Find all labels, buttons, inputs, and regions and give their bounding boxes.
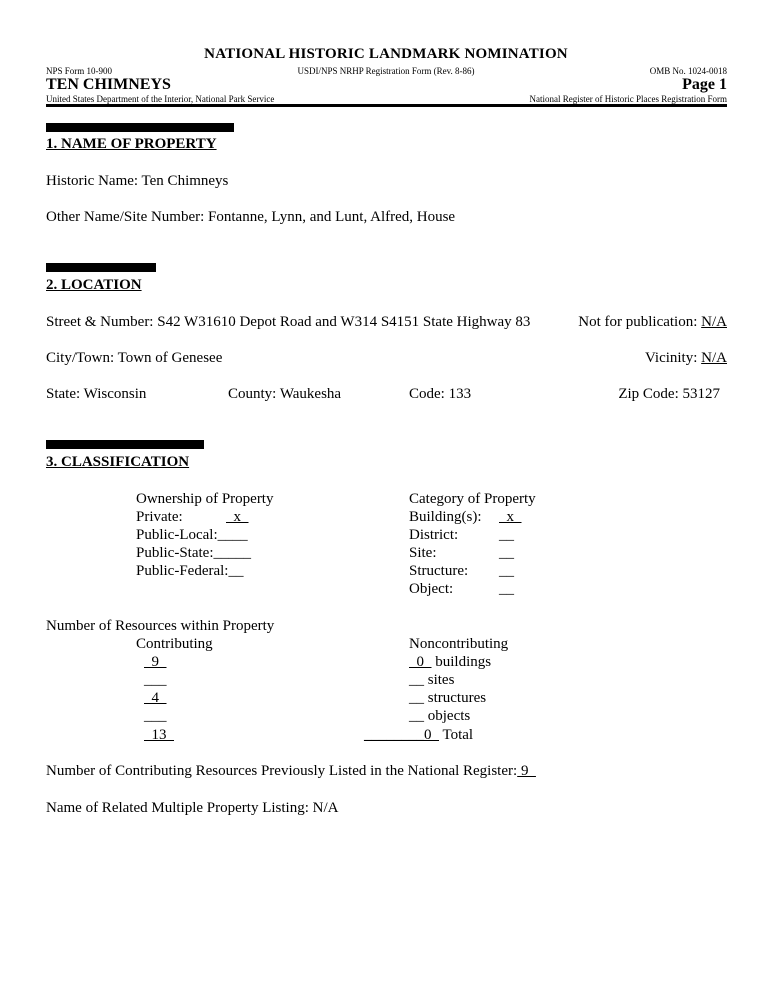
omb-number: OMB No. 1024-0018 xyxy=(649,66,727,76)
zip-code: Zip Code: 53127 xyxy=(618,386,720,402)
county: County: Waukesha xyxy=(228,386,342,402)
section2-bar xyxy=(46,263,156,272)
category-site-label: Site: xyxy=(409,545,437,561)
noncontributing-total-value: ________0 xyxy=(364,727,439,743)
section3-heading: 3. CLASSIFICATION xyxy=(46,454,190,470)
category-structure-value: __ xyxy=(499,563,514,579)
category-building-value: x xyxy=(499,509,522,525)
public-federal-label: Public-Federal: xyxy=(136,563,229,579)
vicinity-value: N/A xyxy=(701,350,727,366)
category-structure-label: Structure: xyxy=(409,563,469,579)
noncontributing-structures-label: structures xyxy=(427,690,487,706)
category-object-value: __ xyxy=(499,581,514,597)
noncontributing-title: Noncontributing xyxy=(409,636,509,652)
noncontributing-objects xyxy=(409,708,470,725)
vicinity-label: Vicinity: xyxy=(644,350,702,366)
contributing-sites: ___ xyxy=(144,672,167,688)
form-title: NATIONAL HISTORIC LANDMARK NOMINATION xyxy=(204,46,568,62)
category-district-value: __ xyxy=(499,527,514,543)
contributing-objects: ___ xyxy=(144,708,167,724)
property-name: TEN CHIMNEYS xyxy=(46,76,171,93)
category-title: Category of Property xyxy=(409,491,536,507)
form-number: NPS Form 10-900 xyxy=(46,66,113,76)
noncontributing-sites-label: sites xyxy=(427,672,455,688)
resources-title: Number of Resources within Property xyxy=(46,618,275,634)
department-label: United States Department of the Interior, National Park Service xyxy=(46,94,275,104)
section1-heading: 1. NAME OF PROPERTY xyxy=(46,136,217,152)
previously-listed-label: Number of Contributing Resources Previously Listed in the National Register: xyxy=(46,763,518,779)
registration-form-label: USDI/NPS NRHP Registration Form (Rev. 8-86) xyxy=(297,66,475,76)
public-federal-value: __ xyxy=(228,563,244,579)
public-local-value: ____ xyxy=(217,527,248,543)
code: Code: 133 xyxy=(409,386,472,402)
noncontributing-objects-label: objects xyxy=(427,708,471,724)
contributing-title: Contributing xyxy=(136,636,213,652)
contributing-structures: 4 xyxy=(144,690,167,706)
public-local-label: Public-Local: xyxy=(136,527,218,543)
street-number: Street & Number: S42 W31610 Depot Road and W314 S4151 State Highway 83 xyxy=(46,314,531,330)
other-name: Other Name/Site Number: Fontanne, Lynn, and Lunt, Alfred, House xyxy=(46,209,456,225)
contributing-buildings: 9 xyxy=(144,654,167,670)
noncontributing-buildings xyxy=(409,654,491,671)
not-for-publication-value: N/A xyxy=(701,314,727,330)
noncontributing-structures xyxy=(409,690,486,707)
public-state-label: Public-State: xyxy=(136,545,214,561)
header-rule xyxy=(46,104,727,107)
register-label: National Register of Historic Places Registration Form xyxy=(529,94,727,104)
noncontributing-buildings-label: buildings xyxy=(435,654,492,670)
section1-bar xyxy=(46,123,234,132)
ownership-public-local xyxy=(136,527,248,544)
category-district-label: District: xyxy=(409,527,459,543)
noncontributing-sites xyxy=(409,672,454,689)
ownership-public-federal xyxy=(136,563,243,580)
ownership-title: Ownership of Property xyxy=(136,491,274,507)
noncontributing-objects-value: __ xyxy=(409,708,424,724)
ownership-private-value: x xyxy=(226,509,249,525)
public-state-value: _____ xyxy=(213,545,251,561)
not-for-publication xyxy=(578,314,727,331)
category-site-value: __ xyxy=(499,545,514,561)
noncontributing-structures-value: __ xyxy=(409,690,424,706)
state: State: Wisconsin xyxy=(46,386,147,402)
historic-name: Historic Name: Ten Chimneys xyxy=(46,173,229,189)
page-number: Page 1 xyxy=(682,76,727,93)
vicinity xyxy=(645,350,727,367)
previously-listed-value: 9 xyxy=(517,763,536,779)
section2-heading: 2. LOCATION xyxy=(46,277,142,293)
noncontributing-total xyxy=(364,727,473,744)
category-object-label: Object: xyxy=(409,581,454,597)
not-for-publication-label: Not for publication: xyxy=(578,314,702,330)
city-town: City/Town: Town of Genesee xyxy=(46,350,223,366)
contributing-total: 13 xyxy=(144,727,174,743)
ownership-private-label: Private: xyxy=(136,509,183,525)
multiple-property-listing: Name of Related Multiple Property Listing: N/A xyxy=(46,800,339,816)
previously-listed xyxy=(46,763,536,780)
section3-bar xyxy=(46,440,204,449)
noncontributing-total-label: Total xyxy=(442,727,474,743)
ownership-public-state xyxy=(136,545,251,562)
noncontributing-buildings-value: 0 xyxy=(409,654,432,670)
noncontributing-sites-value: __ xyxy=(409,672,424,688)
category-building-label: Building(s): xyxy=(409,509,482,525)
